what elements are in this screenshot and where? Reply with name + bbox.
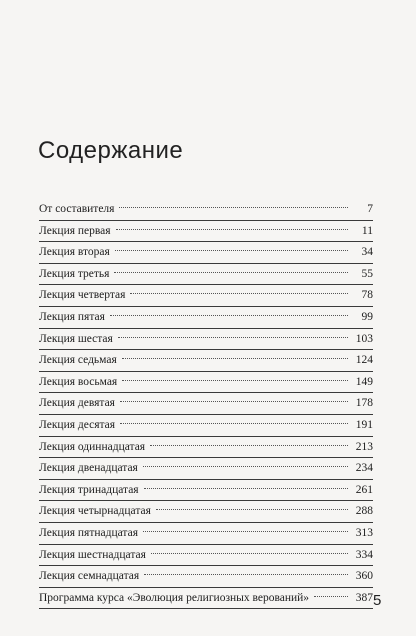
toc-entry-page: 124 [355, 354, 373, 367]
dot-leader [110, 315, 348, 316]
dot-leader [116, 229, 348, 230]
toc-entry-page: 387 [355, 591, 373, 604]
dot-leader [115, 250, 348, 251]
dot-leader [144, 574, 348, 575]
dot-leader [143, 466, 348, 467]
toc-entry [39, 545, 373, 567]
dot-leader [150, 445, 348, 446]
toc-entry-title: Лекция первая [39, 224, 111, 237]
toc-entry-page: 55 [361, 267, 373, 280]
dot-leader [122, 380, 348, 381]
toc-entry-page: 34 [361, 246, 373, 259]
dot-leader [118, 337, 348, 338]
toc-entry-page: 288 [355, 505, 373, 518]
toc-entry-page: 234 [355, 462, 373, 475]
toc-entry [39, 307, 373, 329]
toc-entry-page: 313 [355, 526, 373, 539]
toc-entry-title: Лекция шестнадцатая [39, 548, 146, 561]
toc-entry-page: 7 [367, 203, 373, 215]
toc-entry [39, 393, 373, 415]
toc-entry-page: 178 [355, 397, 373, 410]
toc-entry-title: Лекция десятая [39, 418, 116, 431]
toc-entry-title: Лекция семнадцатая [39, 570, 140, 583]
toc-entry-page: 149 [355, 375, 373, 388]
toc-entry [39, 199, 373, 221]
toc-entry-title: Лекция шестая [39, 332, 113, 345]
dot-leader [130, 293, 348, 294]
toc-entry [39, 588, 373, 610]
toc-entry [39, 329, 373, 351]
toc-entry-title: Лекция четвертая [39, 289, 126, 302]
toc-entry-page: 360 [355, 570, 373, 583]
toc-entry [39, 437, 373, 459]
toc-entry-title: Лекция вторая [39, 246, 110, 259]
page-title: Содержание [38, 137, 184, 164]
dot-leader [120, 423, 348, 424]
dot-leader [114, 272, 348, 273]
toc-entry-page: 191 [355, 418, 373, 431]
dot-leader [144, 488, 348, 489]
toc-entry [39, 415, 373, 437]
toc-entry [39, 372, 373, 394]
toc-entry [39, 264, 373, 286]
dot-leader [156, 509, 348, 510]
toc-entry-title: Лекция пятая [39, 310, 105, 323]
toc-entry-page: 11 [361, 224, 373, 237]
toc-entry-title: Лекция одиннадцатая [39, 440, 146, 453]
toc-entry-title: Лекция четырнадцатая [39, 505, 151, 518]
dot-leader [151, 553, 348, 554]
toc-entry [39, 350, 373, 372]
toc-entry [39, 221, 373, 243]
toc-entry-title: Лекция девятая [39, 397, 115, 410]
dot-leader [122, 358, 348, 359]
toc-entry-page: 99 [361, 310, 373, 323]
toc-entry-page: 78 [361, 289, 373, 302]
toc-entry-title: Лекция тринадцатая [39, 483, 139, 496]
toc-entry-title: Лекция седьмая [39, 354, 117, 367]
toc-entry [39, 242, 373, 264]
page-number: 5 [373, 592, 382, 609]
toc-entry-title: Лекция восьмая [39, 375, 118, 388]
dot-leader [120, 401, 348, 402]
toc-entry [39, 501, 373, 523]
toc-entry-title: Программа курса «Эволюция религиозных верований» [39, 591, 310, 604]
dot-leader [119, 207, 348, 208]
table-of-contents [39, 199, 373, 609]
dot-leader [314, 596, 348, 597]
toc-entry-title: Лекция пятнадцатая [39, 526, 138, 539]
toc-entry-page: 261 [355, 483, 373, 496]
dot-leader [143, 531, 348, 532]
toc-entry-title: От составителя [39, 203, 115, 215]
toc-entry [39, 458, 373, 480]
toc-entry-page: 334 [355, 548, 373, 561]
toc-entry-page: 103 [355, 332, 373, 345]
toc-entry [39, 523, 373, 545]
toc-entry [39, 285, 373, 307]
toc-entry [39, 566, 373, 588]
toc-entry [39, 480, 373, 502]
toc-entry-title: Лекция двенадцатая [39, 462, 138, 475]
toc-entry-title: Лекция третья [39, 267, 110, 280]
toc-entry-page: 213 [355, 440, 373, 453]
